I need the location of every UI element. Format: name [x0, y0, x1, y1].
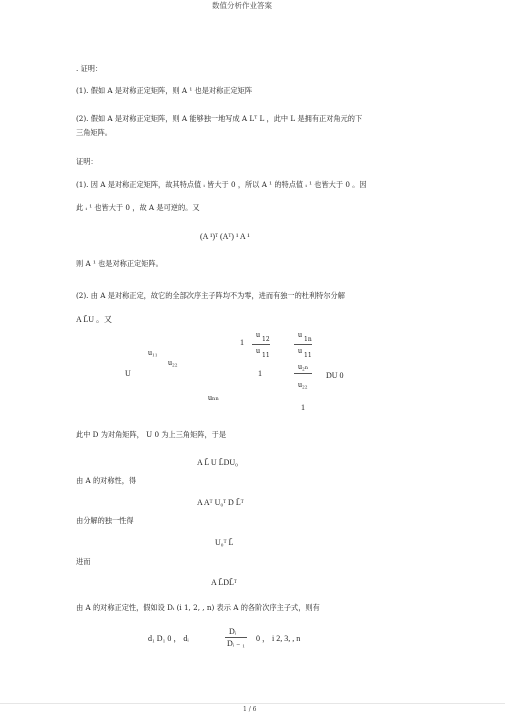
- rest-line-1: 此中 D 为对角矩阵， U 0 为上三角矩阵，于是: [76, 430, 227, 439]
- page-bottom-divider: [0, 703, 505, 704]
- matrix-u11-den: u: [256, 346, 260, 355]
- proof-2-line-1: (2). 由 A 是对称正定，故它的全部次序主子阵均不为零，进而有独一的杜利特尔分解: [76, 291, 345, 300]
- matrix-u12-num: u: [256, 330, 260, 339]
- matrix-u12-fraction-bar: [252, 344, 270, 345]
- matrix-u22-den: u₂₂: [298, 380, 308, 389]
- rest-line-2: 由 A 的对称性，得: [76, 476, 137, 485]
- equation-U0T-L: U₀ᵀ L̃: [215, 538, 234, 547]
- proof-1-line-2: 此 ᵢ ¹ 也皆大于 0 ，故 A 是可逆的。又: [76, 203, 200, 212]
- item-2-line-2: 三角矩阵。: [76, 128, 112, 137]
- matrix-u2n-fraction-bar: [294, 373, 312, 374]
- matrix-u11b-den: u: [298, 346, 302, 355]
- rest-line-5: 由 A 的对称正定性，假如设 Dᵢ (i 1, 2, , n) 表示 A 的各阶次序主子式，则有: [76, 603, 320, 612]
- equation-A-LDLT: A L̃DL̃ᵀ: [211, 578, 237, 587]
- equation-d-right: 0 ， i 2, 3, , n: [256, 634, 301, 643]
- equation-inverse-transpose: (A ¹)ᵀ (Aᵀ) ¹ A ¹: [200, 232, 250, 241]
- matrix-u2n-num: u₂ₙ: [298, 362, 309, 371]
- matrix-u1n-fraction-bar: [294, 344, 312, 345]
- matrix-diag-unn: uₙₙ: [208, 393, 219, 402]
- matrix-diag-u11: u₁₁: [148, 348, 158, 357]
- rest-line-4: 进而: [76, 557, 91, 566]
- intro-label: . 证明：: [76, 64, 103, 73]
- proof-label: 证明：: [76, 157, 98, 166]
- matrix-one-1: 1: [240, 338, 244, 347]
- proof-2-line-2: A L̃U 。又: [76, 315, 112, 324]
- equation-A-LU: A L̃ U L̃DU₀: [197, 458, 238, 467]
- matrix-U-label: U: [125, 369, 131, 378]
- matrix-one-3: 1: [301, 403, 305, 412]
- item-1: (1). 假如 A 是对称正定矩阵，则 A ¹ 也是对称正定矩阵: [76, 86, 253, 95]
- matrix-diag-u22: u₂₂: [168, 358, 178, 367]
- matrix-u11-sub: 11: [262, 352, 270, 359]
- page-number: 1 / 6: [243, 706, 257, 713]
- equation-d-left: d₁ D₁ 0 ， dᵢ: [148, 634, 189, 643]
- equation-d-fraction-num: Dᵢ: [229, 627, 237, 636]
- matrix-u12-sub: 12: [262, 336, 270, 343]
- proof-1-conclusion: 则 A ¹ 也是对称正定矩阵。: [76, 259, 163, 268]
- equation-d-fraction-den: Dᵢ ₋ ₁: [227, 639, 246, 648]
- matrix-rhs: DU 0: [326, 371, 344, 380]
- matrix-u1n-sub: 1n: [304, 336, 312, 343]
- proof-1-line-1: (1). 因 A 是对称正定矩阵，故其特点值 ᵢ 皆大于 0 ，所以 A ¹ 的特点值 ᵢ ¹ 也皆大于 0 。因: [76, 180, 367, 189]
- page-header-title: 数值分析作业答案: [212, 1, 272, 10]
- rest-line-3: 由分解的独一性得: [76, 516, 134, 525]
- item-2-line-1: (2). 假如 A 是对称正定矩阵，则 A 能够独一地写成 A Lᵀ L ，此中 L 是拥有正对角元的下: [76, 114, 363, 123]
- matrix-u1n-num: u: [298, 330, 302, 339]
- equation-d-fraction-bar: [225, 637, 247, 638]
- matrix-one-2: 1: [258, 369, 262, 378]
- matrix-u11b-sub: 11: [304, 352, 312, 359]
- equation-A-transpose: A Aᵀ U₀ᵀ D L̃ᵀ: [197, 498, 244, 507]
